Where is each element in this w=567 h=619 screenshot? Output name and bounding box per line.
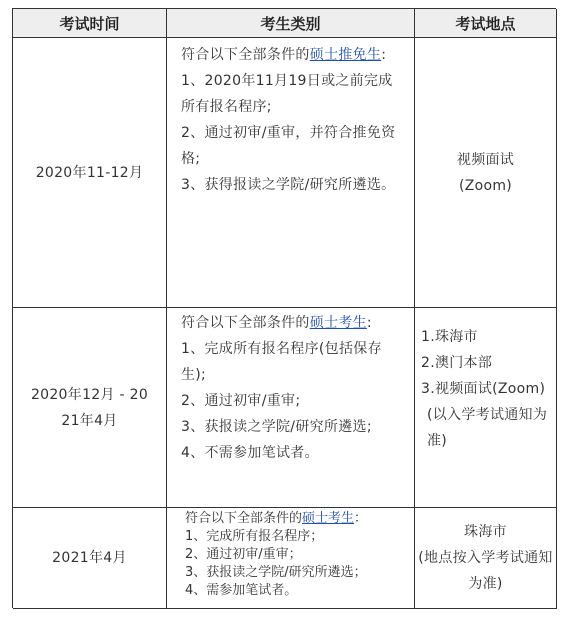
row3-location-2: (地点按入学考试通知为准) — [418, 550, 553, 592]
row3-location-1: 珠海市 — [464, 524, 507, 540]
row2-condition-4: 4、不需参加笔试者。 — [181, 445, 319, 461]
row3-location — [415, 508, 557, 609]
row2-time-line1: 2020年12月 - 20 — [30, 386, 149, 403]
header-exam-time: 考试时间 — [13, 9, 167, 38]
row2-location — [415, 308, 557, 508]
row1-category — [167, 38, 415, 308]
row2-time-line2: 21年4月 — [61, 412, 118, 429]
row1-location-line2: (Zoom) — [458, 177, 513, 194]
header-candidate-type: 考生类别 — [167, 9, 415, 38]
row3-condition-4: 4、需参加笔试者。 — [185, 583, 298, 598]
exam-schedule-table — [12, 8, 556, 608]
row2-location-2: 2.澳门本部 — [421, 355, 493, 371]
row2-time — [13, 308, 167, 508]
row2-condition-1: 1、完成所有报名程序(包括保存生); — [181, 341, 382, 383]
row1-intro: 符合以下全部条件的硕士推免生: — [181, 47, 387, 63]
row3-category-link[interactable]: 硕士考生 — [302, 511, 355, 526]
row2-location-1: 1.珠海市 — [421, 329, 478, 345]
header-exam-location: 考试地点 — [415, 9, 557, 38]
row2-intro: 符合以下全部条件的硕士考生: — [181, 315, 372, 331]
row2-location-note: (以入学考试通知为准) — [427, 407, 548, 449]
row1-location-line1: 视频面试 — [456, 151, 515, 168]
row1-category-link[interactable]: 硕士推免生 — [309, 47, 382, 63]
row3-category — [167, 508, 415, 609]
row1-time: 2020年11-12月 — [13, 38, 167, 308]
row2-location-3: 3.视频面试(Zoom) — [421, 381, 546, 397]
row2-condition-2: 2、通过初审/重审; — [181, 393, 301, 409]
row3-time: 2021年4月 — [13, 508, 167, 609]
row3-intro: 符合以下全部条件的硕士考生： — [185, 511, 368, 526]
row2-condition-3: 3、获报读之学院/研究所遴选; — [181, 419, 372, 435]
row3-condition-3: 3、获报读之学院/研究所遴选； — [185, 565, 367, 580]
row1-condition-1: 1、2020年11月19日或之前完成所有报名程序; — [181, 73, 393, 115]
row1-location — [415, 38, 557, 308]
row1-condition-2: 2、通过初审/重审，并符合推免资格; — [181, 125, 396, 167]
row3-condition-2: 2、通过初审/重审； — [185, 547, 302, 562]
row2-category — [167, 308, 415, 508]
row3-condition-1: 1、完成所有报名程序； — [185, 529, 324, 544]
row2-category-link[interactable]: 硕士考生 — [309, 315, 367, 331]
row1-condition-3: 3、获得报读之学院/研究所遴选。 — [181, 177, 396, 193]
